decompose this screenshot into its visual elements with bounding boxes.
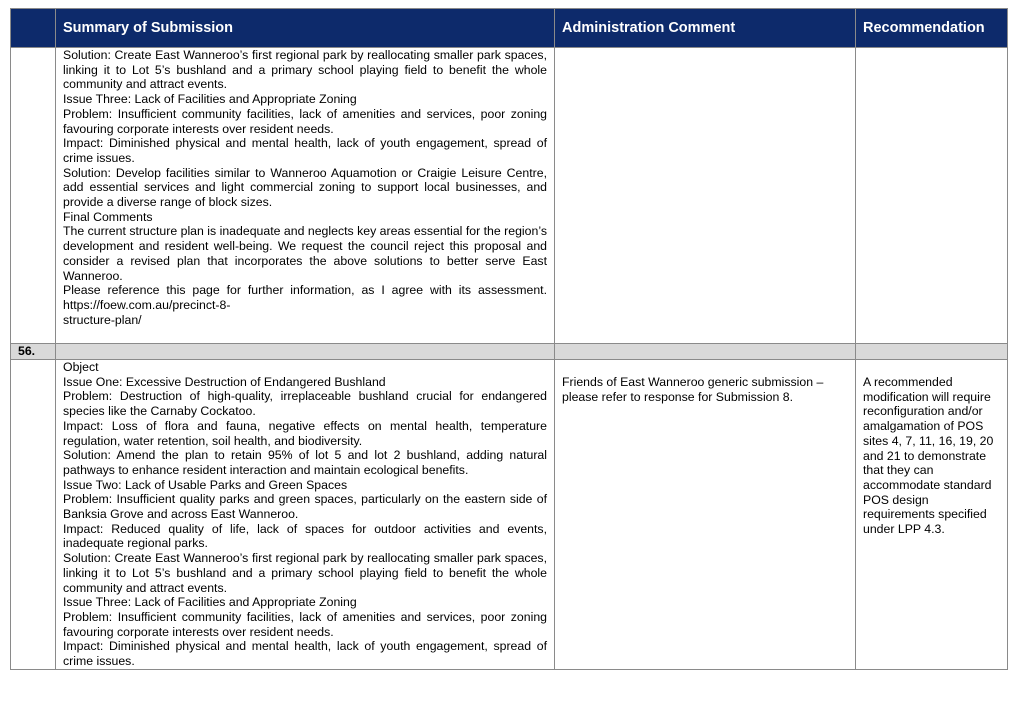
submissions-table [10,8,1008,670]
header-row [11,9,1008,48]
summary-line: Issue Three: Lack of Facilities and Appropriate Zoning [63,92,357,107]
summary-line: Object [63,360,99,374]
submission-number-row [11,344,1008,360]
submission-56-number-cell [11,360,56,670]
summary-line: The current structure plan is inadequate and neglects key areas essential for the region’s development and resident well-being. We request the council reject this proposal and consider a revised plan that incorporates the above solutions to better serve East Wanneroo. [63,224,547,283]
summary-line: Impact: Diminished physical and mental health, lack of youth engagement, spread of crime issues. [63,136,547,165]
continued-number-cell [11,48,56,344]
submission-number: 56. [11,344,56,360]
summary-line: structure-plan/ [63,312,142,327]
summary-line: Final Comments [63,209,153,224]
table-row-submission-56 [11,360,1008,670]
summary-line: Issue One: Excessive Destruction of Endangered Bushland [63,374,386,389]
summary-line: Solution: Develop facilities similar to Wanneroo Aquamotion or Craigie Leisure Centre, add essential services and light commercial zoning to support local businesses, and provide a diverse range of block sizes. [63,165,547,210]
summary-line: Impact: Loss of flora and fauna, negative effects on mental health, temperature regulation, water retention, soil health, and biodiversity. [63,418,547,448]
summary-line: Issue Three: Lack of Facilities and Appropriate Zoning [63,595,357,610]
header-recommendation: Recommendation [856,9,1008,48]
number-row-blank [56,344,555,360]
number-row-blank [555,344,856,360]
summary-line: Problem: Insufficient community facilities, lack of amenities and services, poor zoning favouring corporate interests over resident needs. [63,609,547,639]
header-number [11,9,56,48]
continued-recommendation-cell [856,48,1008,344]
header-summary: Summary of Submission [56,9,555,48]
continued-summary-cell [56,48,555,344]
summary-line: Please reference this page for further information, as I agree with its assessment. https://foew.com.au/precinct-8- [63,283,547,312]
summary-line: Impact: Diminished physical and mental health, lack of youth engagement, spread of crime issues. [63,639,547,669]
header-admin-comment: Administration Comment [555,9,856,48]
table-row-continued [11,48,1008,344]
continued-admin-cell [555,48,856,344]
summary-line: Solution: Create East Wanneroo’s first regional park by reallocating smaller park spaces, linking it to Lot 5’s bushland and a primary school playing field to benefit the whole community and attract events. [63,48,547,92]
number-row-blank [856,344,1008,360]
summary-line: Problem: Destruction of high-quality, irreplaceable bushland crucial for endangered species like the Carnaby Cockatoo. [63,389,547,419]
summary-line: Solution: Create East Wanneroo’s first regional park by reallocating smaller park spaces, linking it to Lot 5’s bushland and a primary school playing field to benefit the whole community and attract events. [63,551,547,595]
submission-56-recommendation: A recommended modification will require reconfiguration and/or amalgamation of POS sites 4, 7, 11, 16, 19, 20 and 21 to demonstrate that they can accommodate standard POS design requirements specified under LPP 4.3. [856,360,1008,670]
submission-56-summary-cell [56,360,555,670]
summary-line: Solution: Amend the plan to retain 95% of lot 5 and lot 2 bushland, adding natural pathways to enhance resident interaction and maintain ecological benefits. [63,448,547,477]
summary-line: Problem: Insufficient community facilities, lack of amenities and services, poor zoning favouring corporate interests over resident needs. [63,106,547,136]
summary-line: Impact: Reduced quality of life, lack of spaces for outdoor activities and events, inadequate regional parks. [63,521,547,551]
summary-line: Issue Two: Lack of Usable Parks and Green Spaces [63,477,348,492]
summary-line: Problem: Insufficient quality parks and green spaces, particularly on the eastern side of Banksia Grove and across East Wanneroo. [63,492,547,522]
submission-56-admin-comment: Friends of East Wanneroo generic submission – please refer to response for Submission 8. [555,360,856,670]
